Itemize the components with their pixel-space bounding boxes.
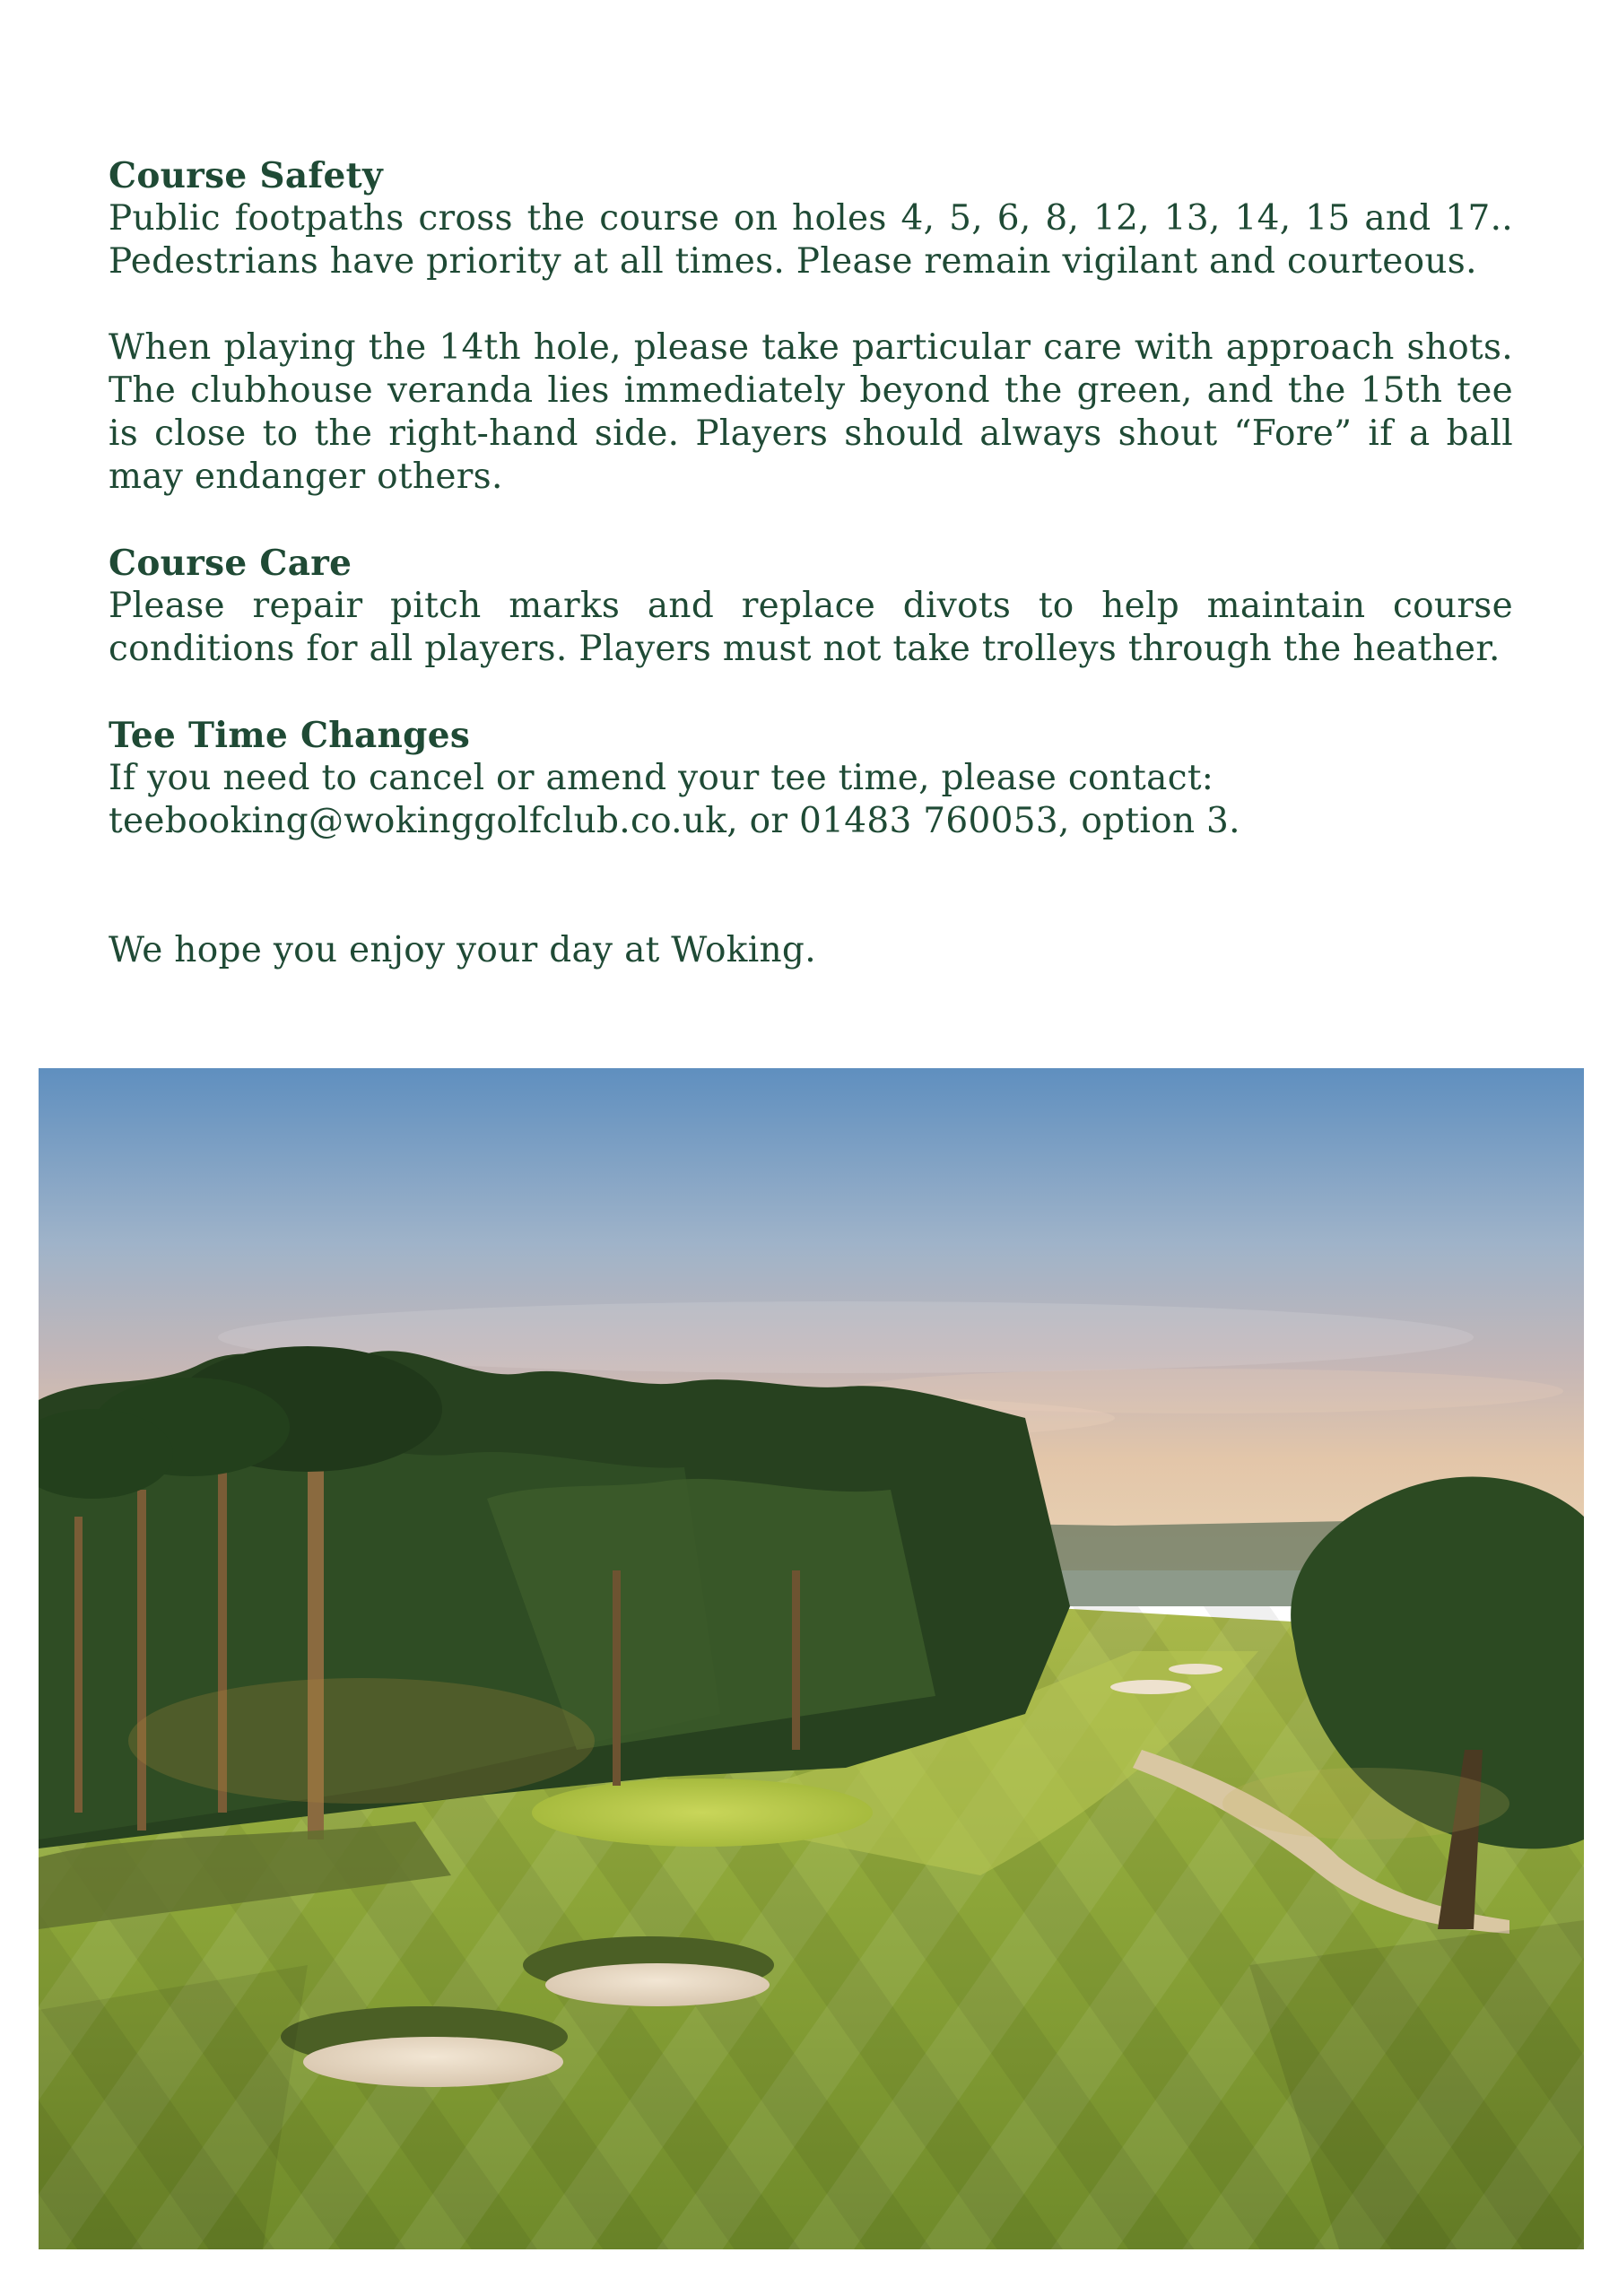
closing-message: We hope you enjoy your day at Woking. <box>109 930 816 970</box>
course-safety-paragraph-1: Public footpaths cross the course on holes 4, 5, 6, 8, 12, 13, 14, 15 and 17.. Pedestrians have priority at all times. Please remain vigilant and courteous. <box>109 198 1513 282</box>
course-care-paragraph: Please repair pitch marks and replace divots to help maintain course conditions for all players. Players must not take trolleys through the heather. <box>109 586 1513 669</box>
section-heading-tee-time-changes: Tee Time Changes <box>109 715 471 756</box>
document-body <box>109 154 1513 972</box>
tee-time-contact-text <box>109 757 1513 843</box>
section-heading-course-safety: Course Safety <box>109 155 383 196</box>
golf-course-illustration <box>39 1068 1584 2249</box>
golf-course-photo <box>39 1068 1584 2249</box>
tee-time-line-1: If you need to cancel or amend your tee time, please contact: <box>109 758 1214 798</box>
section-heading-course-care: Course Care <box>109 543 352 584</box>
tee-time-contact-details[interactable]: teebooking@wokinggolfclub.co.uk, or 01483 760053, option 3. <box>109 801 1240 841</box>
course-safety-paragraph-2: When playing the 14th hole, please take particular care with approach shots. The clubhouse veranda lies immediately beyond the green, and the 15th tee is close to the right-hand side. Players should always shout “Fore” if a ball may endanger others. <box>109 327 1513 497</box>
